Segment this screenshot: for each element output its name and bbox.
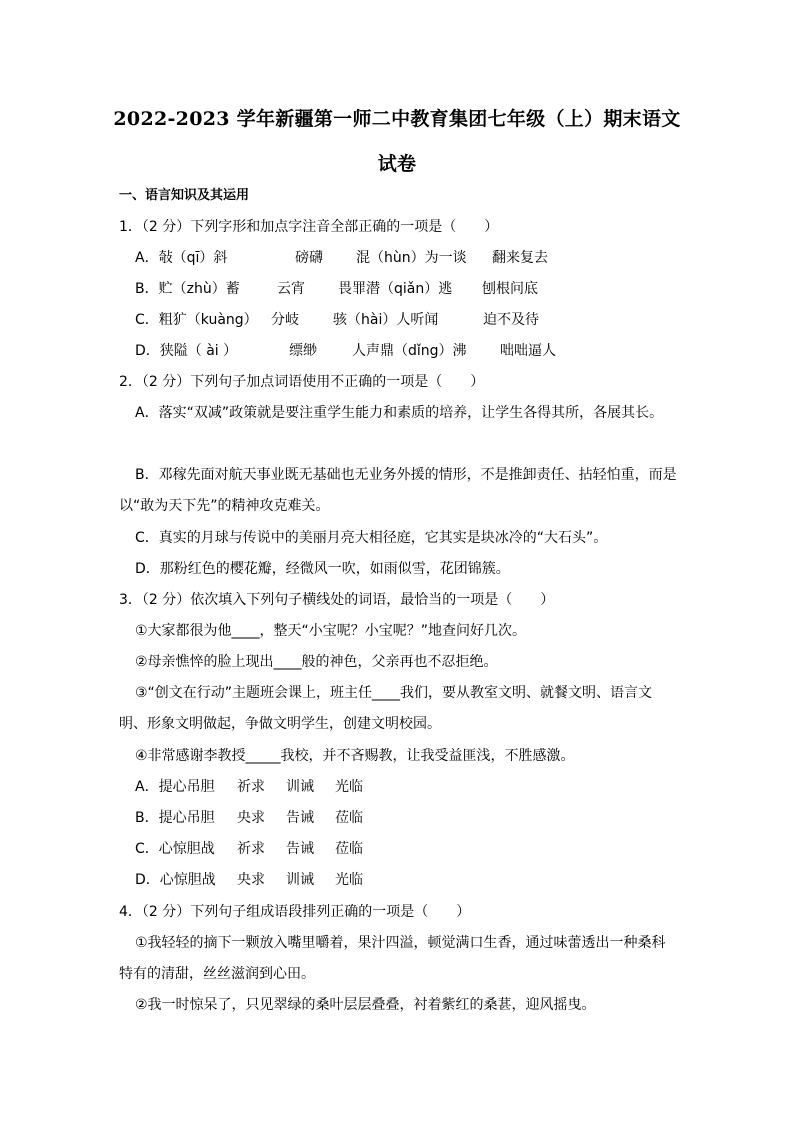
question-2-option-b: B．邓稼先面对航天事业既无基础也无业务外援的情形，不是推卸责任、拈轻怕重，而是 xyxy=(135,467,677,483)
option-part: 莅临 xyxy=(335,841,363,857)
question-1-option-b xyxy=(135,279,538,299)
question-4-stem: 4．（2 分）下列句子组成语段排列正确的一项是（ ） xyxy=(119,904,471,920)
option-part: 光临 xyxy=(335,779,363,795)
question-1-stem: 1．（2 分）下列字形和加点字注音全部正确的一项是（ ） xyxy=(119,219,499,235)
exam-title-line-2: 试卷 xyxy=(377,153,417,175)
question-3-sentence-4: ④非常感谢李教授_____我校，并不吝赐教，让我受益匪浅，不胜感激。 xyxy=(135,748,575,764)
question-1-option-a xyxy=(135,248,548,268)
option-part: 人声鼎（dǐng）沸 xyxy=(352,343,467,359)
question-3-option-b xyxy=(135,808,363,828)
question-3-stem: 3．（2 分）依次填入下列句子横线处的词语，最恰当的一项是（ ） xyxy=(119,592,555,608)
exam-title-line-1: 2022-2023 学年新疆第一师二中教育集团七年级（上）期末语文 xyxy=(113,108,681,130)
option-part: 央求 xyxy=(237,872,265,888)
question-3-sentence-3-cont: 明、形象文明做起，争做文明学生，创建文明校园。 xyxy=(119,716,441,732)
option-part: 光临 xyxy=(335,872,363,888)
section-heading: 一、语言知识及其运用 xyxy=(119,188,250,203)
question-4-sentence-2: ②我一时惊呆了，只见翠绿的桑叶层层叠叠，衬着紫红的桑葚，迎风摇曳。 xyxy=(135,997,596,1013)
option-part: 云宵 xyxy=(277,281,305,297)
option-part: B．提心吊胆 xyxy=(135,810,215,826)
question-3-option-c xyxy=(135,839,363,859)
question-3-sentence-1: ①大家都很为他____，整天“小宝呢？小宝呢？”地查问好几次。 xyxy=(135,623,527,639)
option-part: 分岐 xyxy=(271,312,299,328)
option-part: 央求 xyxy=(237,810,265,826)
question-4-sentence-1: ①我轻轻的摘下一颗放入嘴里嚼着，果汁四溢，顿觉满口生香，通过味蕾透出一种桑科 xyxy=(135,935,666,951)
option-part: B．贮（zhù）蓄 xyxy=(135,281,240,297)
question-1-option-d xyxy=(135,341,556,361)
question-2-option-c: C．真实的月球与传说中的美丽月亮大相径庭，它其实是块冰冷的“大石头”。 xyxy=(135,530,608,546)
question-4-sentence-1-cont: 特有的清甜，丝丝滋润到心田。 xyxy=(119,966,315,982)
question-1-option-c xyxy=(135,310,539,330)
option-part: C．粗犷（kuàng） xyxy=(135,312,258,328)
question-2-stem: 2．（2 分）下列句子加点词语使用不正确的一项是（ ） xyxy=(119,374,485,390)
question-2-option-a: A．落实“双减”政策就是要注重学生能力和素质的培养，让学生各得其所，各展其长。 xyxy=(135,405,664,421)
option-part: 祈求 xyxy=(237,779,265,795)
option-part: A．敧（qī）斜 xyxy=(135,250,228,266)
option-part: D．心惊胆战 xyxy=(135,872,216,888)
question-3-sentence-2: ②母亲憔悴的脸上现出____般的神色，父亲再也不忍拒绝。 xyxy=(135,654,498,670)
question-3-option-a xyxy=(135,777,363,797)
option-part: 告诫 xyxy=(286,810,314,826)
option-part: 告诫 xyxy=(286,841,314,857)
option-part: 畏罪潜（qiǎn）逃 xyxy=(338,281,453,297)
question-2-option-b-cont: 以“敢为天下先”的精神攻克难关。 xyxy=(119,498,330,514)
question-2-option-d: D．那粉红色的樱花瓣，经微风一吹，如雨似雪，花团锦簇。 xyxy=(135,561,510,577)
option-part: 训诫 xyxy=(286,872,314,888)
option-part: 祈求 xyxy=(237,841,265,857)
option-part: 咄咄逼人 xyxy=(500,343,556,359)
option-part: D．狭隘（ ài ） xyxy=(135,343,238,359)
option-part: C．心惊胆战 xyxy=(135,841,215,857)
option-part: 刨根问底 xyxy=(482,281,538,297)
option-part: 混（hùn）为一谈 xyxy=(356,250,467,266)
option-part: 磅礴 xyxy=(295,250,323,266)
option-part: A．提心吊胆 xyxy=(135,779,215,795)
option-part: 莅临 xyxy=(335,810,363,826)
question-3-sentence-3: ③“创文在行动”主题班会课上，班主任____我们，要从教室文明、就餐文明、语言文 xyxy=(135,685,653,701)
option-part: 迫不及待 xyxy=(483,312,539,328)
question-3-option-d xyxy=(135,870,363,890)
option-part: 训诫 xyxy=(286,779,314,795)
option-part: 骇（hài）人听闻 xyxy=(333,312,439,328)
option-part: 翻来复去 xyxy=(492,250,548,266)
option-part: 缥缈 xyxy=(289,343,317,359)
